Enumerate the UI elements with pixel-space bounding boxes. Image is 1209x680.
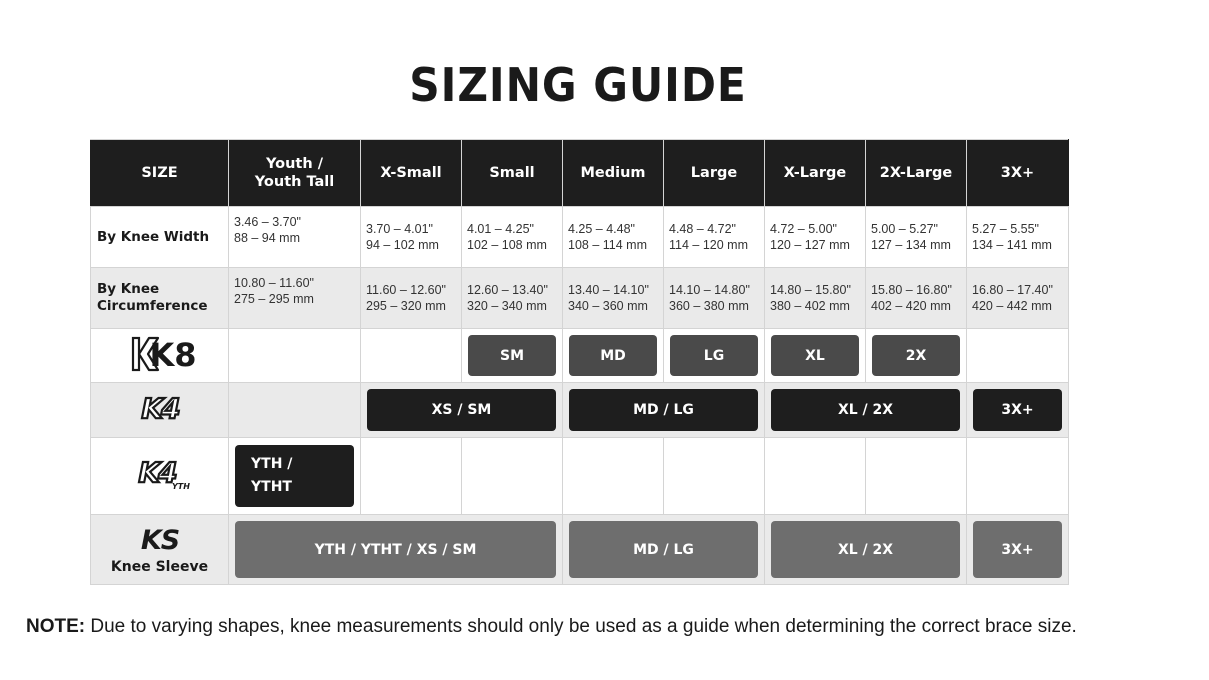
measurement-mm: 320 – 340 mm xyxy=(467,299,547,313)
k4-size-xl-2x: XL / 2X xyxy=(771,389,960,431)
measurement-mm: 88 – 94 mm xyxy=(234,231,301,245)
knee-width-cell xyxy=(765,207,866,268)
measurement-inches: 12.60 – 13.40" xyxy=(467,283,548,297)
note-text: Due to varying shapes, knee measurements should only be used as a guide when determining the correct brace size. xyxy=(85,616,1077,637)
page-title: SIZING GUIDE xyxy=(409,58,747,112)
measurement-inches: 14.10 – 14.80" xyxy=(669,283,750,297)
k8-logo-icon xyxy=(131,335,197,374)
measurement-mm: 402 – 420 mm xyxy=(871,299,951,313)
ks-row xyxy=(91,515,1069,585)
measurement-inches: 16.80 – 17.40" xyxy=(972,283,1053,297)
measurement-mm: 340 – 360 mm xyxy=(568,299,648,313)
header-large: Large xyxy=(664,140,765,207)
k4-logo-text: K4 xyxy=(140,392,179,425)
empty-cell xyxy=(229,329,361,383)
knee-circ-cell xyxy=(765,268,866,329)
measurement-mm: 380 – 402 mm xyxy=(770,299,850,313)
measurement-mm: 360 – 380 mm xyxy=(669,299,749,313)
k8-row xyxy=(91,329,1069,383)
knee-width-cell xyxy=(664,207,765,268)
header-youth-label: Youth / Youth Tall xyxy=(254,156,335,190)
header-small: Small xyxy=(462,140,563,207)
knee-width-cell xyxy=(866,207,967,268)
header-x-small: X-Small xyxy=(361,140,462,207)
knee-circ-cell xyxy=(866,268,967,329)
ks-size-3x: 3X+ xyxy=(973,521,1062,578)
knee-width-cell xyxy=(361,207,462,268)
k4-size-cell xyxy=(563,383,765,438)
measurement-mm: 134 – 141 mm xyxy=(972,238,1052,252)
empty-cell xyxy=(765,438,866,515)
sizing-note xyxy=(26,616,1077,638)
label-line: Circumference xyxy=(97,298,208,314)
k8-size-cell xyxy=(866,329,967,383)
k8-size-cell xyxy=(563,329,664,383)
measurement-inches: 5.00 – 5.27" xyxy=(871,222,938,236)
measurement-mm: 94 – 102 mm xyxy=(366,238,439,252)
header-youth xyxy=(229,140,361,207)
note-prefix: NOTE: xyxy=(26,616,86,637)
sizing-table xyxy=(90,139,1069,585)
k8-size-cell xyxy=(664,329,765,383)
measurement-inches: 4.48 – 4.72" xyxy=(669,222,736,236)
ks-logo-text: KS xyxy=(140,525,179,556)
k4-logo-cell xyxy=(91,383,229,438)
measurement-mm: 127 – 134 mm xyxy=(871,238,951,252)
measurement-inches: 14.80 – 15.80" xyxy=(770,283,851,297)
k4-row xyxy=(91,383,1069,438)
k4-youth-logo-cell xyxy=(91,438,229,515)
empty-cell xyxy=(361,329,462,383)
k8-logo-cell xyxy=(91,329,229,383)
ks-size-md-lg: MD / LG xyxy=(569,521,758,578)
measurement-inches: 11.60 – 12.60" xyxy=(366,283,446,297)
ks-size-cell xyxy=(229,515,563,585)
measurement-mm: 114 – 120 mm xyxy=(669,238,748,252)
k4-youth-row xyxy=(91,438,1069,515)
empty-cell xyxy=(967,438,1069,515)
measurement-inches: 5.27 – 5.55" xyxy=(972,222,1039,236)
knee-circ-cell xyxy=(229,268,361,329)
ks-size-cell xyxy=(765,515,967,585)
knee-width-label: By Knee Width xyxy=(91,207,229,268)
measurement-mm: 420 – 442 mm xyxy=(972,299,1052,313)
k4-youth-logo-sub: YTH xyxy=(171,482,190,491)
knee-circumference-label xyxy=(91,268,229,329)
size-line: YTHT xyxy=(251,479,292,495)
measurement-inches: 4.72 – 5.00" xyxy=(770,222,837,236)
ks-size-cell xyxy=(967,515,1069,585)
measurement-inches: 13.40 – 14.10" xyxy=(568,283,649,297)
ks-logo-cell xyxy=(91,515,229,585)
knee-circumference-row xyxy=(91,268,1069,329)
label-line: By Knee xyxy=(97,281,160,297)
knee-circ-cell xyxy=(967,268,1069,329)
header-size: SIZE xyxy=(91,140,229,207)
size-line: YTH / xyxy=(251,456,293,472)
ks-logo-icon xyxy=(125,524,195,554)
k4-size-cell xyxy=(967,383,1069,438)
header-row xyxy=(91,140,1069,207)
header-3x: 3X+ xyxy=(967,140,1069,207)
knee-width-cell xyxy=(462,207,563,268)
k8-logo-text: K8 xyxy=(148,335,197,374)
ks-size-cell xyxy=(563,515,765,585)
empty-cell xyxy=(563,438,664,515)
measurement-inches: 3.70 – 4.01" xyxy=(366,222,433,236)
measurement-mm: 102 – 108 mm xyxy=(467,238,547,252)
k8-size-cell xyxy=(765,329,866,383)
measurement-inches: 15.80 – 16.80" xyxy=(871,283,952,297)
k4-youth-size-cell xyxy=(229,438,361,515)
k4-size-cell xyxy=(361,383,563,438)
k4-logo-icon xyxy=(125,392,195,424)
empty-cell xyxy=(229,383,361,438)
measurement-inches: 4.01 – 4.25" xyxy=(467,222,534,236)
k8-size-sm: SM xyxy=(468,335,556,376)
measurement-mm: 275 – 295 mm xyxy=(234,292,314,306)
measurement-mm: 295 – 320 mm xyxy=(366,299,446,313)
empty-cell xyxy=(664,438,765,515)
knee-circ-cell xyxy=(664,268,765,329)
ks-size-yth-sm: YTH / YTHT / XS / SM xyxy=(235,521,556,578)
empty-cell xyxy=(866,438,967,515)
knee-width-row xyxy=(91,207,1069,268)
k4-youth-size-yth xyxy=(235,445,354,507)
empty-cell xyxy=(462,438,563,515)
header-medium: Medium xyxy=(563,140,664,207)
k4-size-md-lg: MD / LG xyxy=(569,389,758,431)
header-x-large: X-Large xyxy=(765,140,866,207)
measurement-mm: 108 – 114 mm xyxy=(568,238,647,252)
k4-size-cell xyxy=(765,383,967,438)
knee-circ-cell xyxy=(462,268,563,329)
empty-cell xyxy=(361,438,462,515)
knee-width-cell xyxy=(563,207,664,268)
k8-size-md: MD xyxy=(569,335,657,376)
k4-size-xs-sm: XS / SM xyxy=(367,389,556,431)
ks-label: Knee Sleeve xyxy=(110,559,209,575)
k8-size-cell xyxy=(462,329,563,383)
header-2x-large: 2X-Large xyxy=(866,140,967,207)
ks-size-xl-2x: XL / 2X xyxy=(771,521,960,578)
knee-width-cell xyxy=(229,207,361,268)
knee-circ-cell xyxy=(361,268,462,329)
measurement-inches: 4.25 – 4.48" xyxy=(568,222,635,236)
knee-width-cell xyxy=(967,207,1069,268)
measurement-inches: 3.46 – 3.70" xyxy=(234,215,301,229)
measurement-mm: 120 – 127 mm xyxy=(770,238,850,252)
k8-size-xl: XL xyxy=(771,335,859,376)
measurement-inches: 10.80 – 11.60" xyxy=(234,276,314,290)
knee-circ-cell xyxy=(563,268,664,329)
k4-youth-logo-text: K4 xyxy=(137,456,176,489)
k8-size-2x: 2X xyxy=(872,335,960,376)
k8-size-lg: LG xyxy=(670,335,758,376)
empty-cell xyxy=(967,329,1069,383)
k4-youth-logo-icon xyxy=(125,456,195,492)
k4-size-3x: 3X+ xyxy=(973,389,1062,431)
